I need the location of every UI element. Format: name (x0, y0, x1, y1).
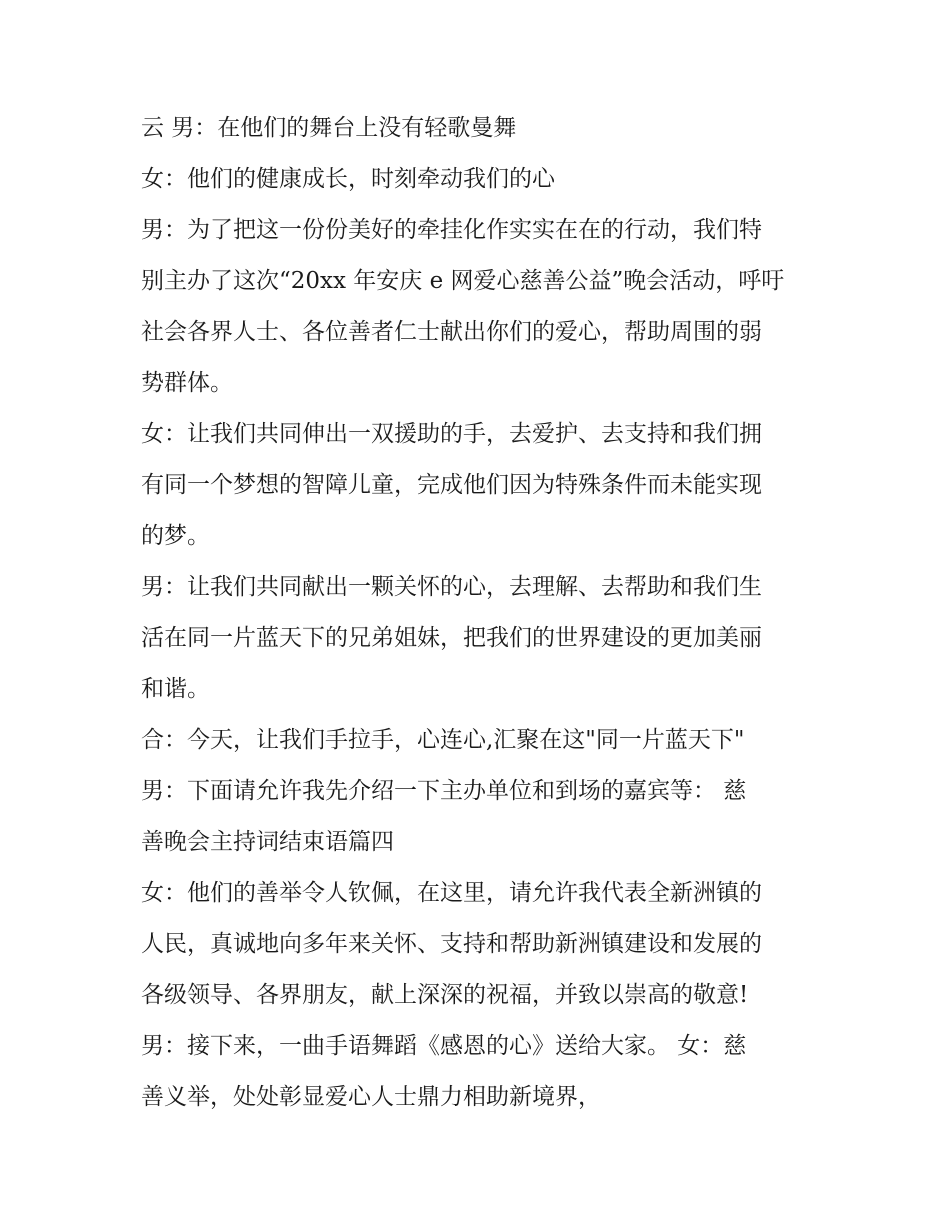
text-line: 和谐。 (141, 676, 210, 702)
text-line: 合：今天，让我们手拉手，心连心,汇聚在这"同一片蓝天下" (141, 727, 745, 753)
text-line: 活在同一片蓝天下的兄弟姐妹，把我们的世界建设的更加美丽 (141, 625, 762, 651)
text-line: 的梦。 (141, 523, 210, 549)
text-line: 男：为了把这一份份美好的牵挂化作实实在在的行动，我们特 (141, 217, 762, 243)
text-line: 善晚会主持词结束语篇四 (141, 829, 394, 855)
text-line: 女：他们的健康成长，时刻牵动我们的心 (141, 166, 555, 192)
text-line: 女：让我们共同伸出一双援助的手，去爱护、去支持和我们拥 (141, 421, 762, 447)
text-line: 善义举，处处彰显爱心人士鼎力相助新境界， (141, 1084, 601, 1110)
text-line: 男：接下来，一曲手语舞蹈《感恩的心》送给大家。 女：慈 (141, 1033, 747, 1059)
document-body (141, 106, 821, 1126)
text-line: 男：让我们共同献出一颗关怀的心，去理解、去帮助和我们生 (141, 574, 762, 600)
text-line: 别主办了这次“20xx 年安庆 e 网爱心慈善公益”晚会活动，呼吁 (141, 268, 785, 294)
text-line: 人民，真诚地向多年来关怀、支持和帮助新洲镇建设和发展的 (141, 931, 762, 957)
text-line: 女：他们的善举令人钦佩，在这里，请允许我代表全新洲镇的 (141, 880, 762, 906)
text-line: 各级领导、各界朋友，献上深深的祝福，并致以崇高的敬意! (141, 982, 749, 1008)
text-line: 势群体。 (141, 370, 233, 396)
text-line: 社会各界人士、各位善者仁士献出你们的爱心，帮助周围的弱 (141, 319, 762, 345)
text-line: 男：下面请允许我先介绍一下主办单位和到场的嘉宾等： 慈 (141, 778, 747, 804)
text-line: 云 男：在他们的舞台上没有轻歌曼舞 (141, 115, 517, 141)
text-line: 有同一个梦想的智障儿童，完成他们因为特殊条件而未能实现 (141, 472, 762, 498)
